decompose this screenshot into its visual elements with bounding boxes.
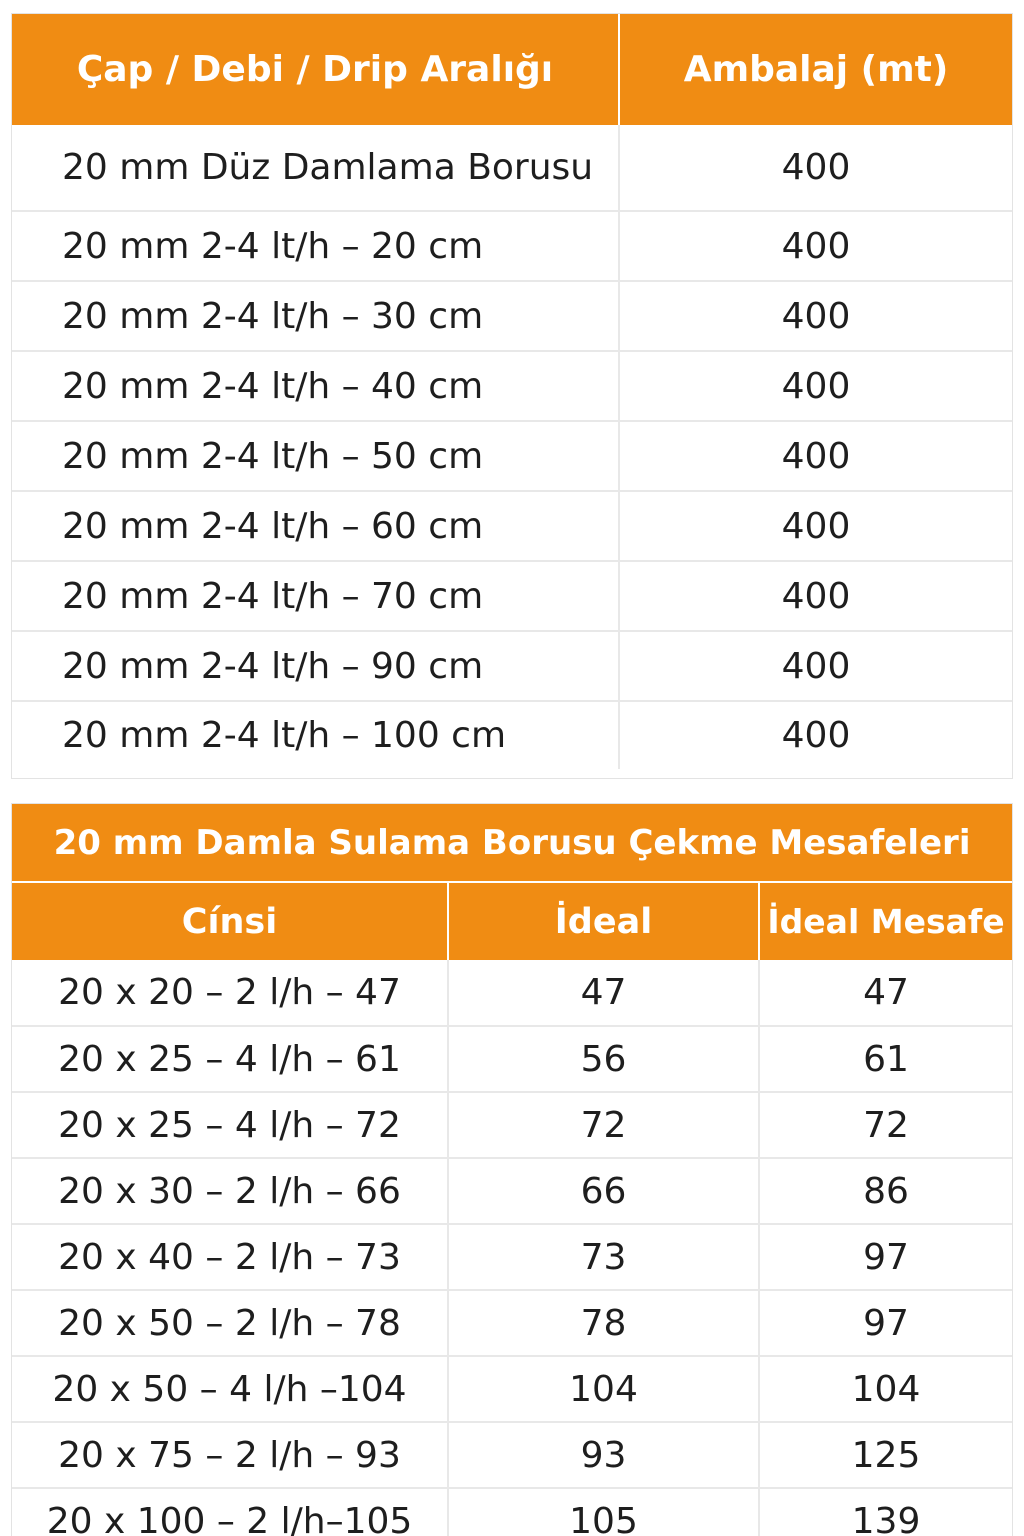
table-row — [12, 561, 1012, 631]
header-packaging: Ambalaj (mt) — [619, 14, 1012, 125]
packaging-table — [12, 14, 1012, 769]
ideal-distance-cell: 97 — [759, 1224, 1012, 1290]
table-row — [12, 125, 1012, 211]
type-cell: 20 x 25 – 4 l/h – 61 — [12, 1026, 448, 1092]
distance-table — [12, 804, 1012, 1536]
table-row — [12, 1422, 1012, 1488]
product-name-cell: 20 mm 2-4 lt/h – 50 cm — [12, 421, 619, 491]
type-cell: 20 x 40 – 2 l/h – 73 — [12, 1224, 448, 1290]
ideal-distance-cell: 104 — [759, 1356, 1012, 1422]
table-row — [12, 351, 1012, 421]
table-row — [12, 1290, 1012, 1356]
packaging-value-cell: 400 — [619, 421, 1012, 491]
packaging-value-cell: 400 — [619, 125, 1012, 211]
product-name-cell: 20 mm 2-4 lt/h – 40 cm — [12, 351, 619, 421]
ideal-distance-cell: 97 — [759, 1290, 1012, 1356]
distance-table-title: 20 mm Damla Sulama Borusu Çekme Mesafeleri — [12, 804, 1012, 882]
table-row — [12, 960, 1012, 1026]
product-name-cell: 20 mm 2-4 lt/h – 100 cm — [12, 701, 619, 769]
table-row — [12, 1488, 1012, 1536]
type-cell: 20 x 25 – 4 l/h – 72 — [12, 1092, 448, 1158]
ideal-cell: 66 — [448, 1158, 759, 1224]
distance-table-header-row — [12, 882, 1012, 960]
ideal-cell: 105 — [448, 1488, 759, 1536]
packaging-value-cell: 400 — [619, 281, 1012, 351]
table-row — [12, 701, 1012, 769]
ideal-cell: 47 — [448, 960, 759, 1026]
ideal-cell: 56 — [448, 1026, 759, 1092]
header-type: Cínsi — [12, 882, 448, 960]
ideal-distance-cell: 61 — [759, 1026, 1012, 1092]
table-row — [12, 631, 1012, 701]
product-name-cell: 20 mm 2-4 lt/h – 30 cm — [12, 281, 619, 351]
ideal-distance-cell: 139 — [759, 1488, 1012, 1536]
packaging-value-cell: 400 — [619, 561, 1012, 631]
table-row — [12, 1158, 1012, 1224]
ideal-distance-cell: 86 — [759, 1158, 1012, 1224]
packaging-value-cell: 400 — [619, 351, 1012, 421]
product-name-cell: 20 mm 2-4 lt/h – 60 cm — [12, 491, 619, 561]
table-row — [12, 421, 1012, 491]
ideal-cell: 104 — [448, 1356, 759, 1422]
product-name-cell: 20 mm Düz Damlama Borusu — [12, 125, 619, 211]
type-cell: 20 x 50 – 2 l/h – 78 — [12, 1290, 448, 1356]
distance-table-title-row — [12, 804, 1012, 882]
table-row — [12, 1224, 1012, 1290]
packaging-value-cell: 400 — [619, 491, 1012, 561]
product-name-cell: 20 mm 2-4 lt/h – 90 cm — [12, 631, 619, 701]
type-cell: 20 x 100 – 2 l/h–105 — [12, 1488, 448, 1536]
ideal-cell: 73 — [448, 1224, 759, 1290]
type-cell: 20 x 20 – 2 l/h – 47 — [12, 960, 448, 1026]
type-cell: 20 x 30 – 2 l/h – 66 — [12, 1158, 448, 1224]
packaging-table-header-row — [12, 14, 1012, 125]
table-row — [12, 491, 1012, 561]
product-name-cell: 20 mm 2-4 lt/h – 70 cm — [12, 561, 619, 631]
table-row — [12, 211, 1012, 281]
table-row — [12, 1092, 1012, 1158]
ideal-cell: 72 — [448, 1092, 759, 1158]
packaging-value-cell: 400 — [619, 631, 1012, 701]
header-ideal: İdeal — [448, 882, 759, 960]
type-cell: 20 x 75 – 2 l/h – 93 — [12, 1422, 448, 1488]
ideal-distance-cell: 72 — [759, 1092, 1012, 1158]
type-cell: 20 x 50 – 4 l/h –104 — [12, 1356, 448, 1422]
packaging-value-cell: 400 — [781, 715, 851, 756]
table-row — [12, 1026, 1012, 1092]
header-ideal-distance: İdeal Mesafe — [759, 882, 1012, 960]
ideal-distance-cell: 47 — [759, 960, 1012, 1026]
table-row — [12, 1356, 1012, 1422]
ideal-cell: 78 — [448, 1290, 759, 1356]
ideal-cell: 93 — [448, 1422, 759, 1488]
packaging-value-cell: 400 — [619, 211, 1012, 281]
header-diameter-flow-drip: Çap / Debi / Drip Aralığı — [12, 14, 619, 125]
table-row — [12, 281, 1012, 351]
product-name-cell: 20 mm 2-4 lt/h – 20 cm — [12, 211, 619, 281]
ideal-distance-cell: 125 — [759, 1422, 1012, 1488]
